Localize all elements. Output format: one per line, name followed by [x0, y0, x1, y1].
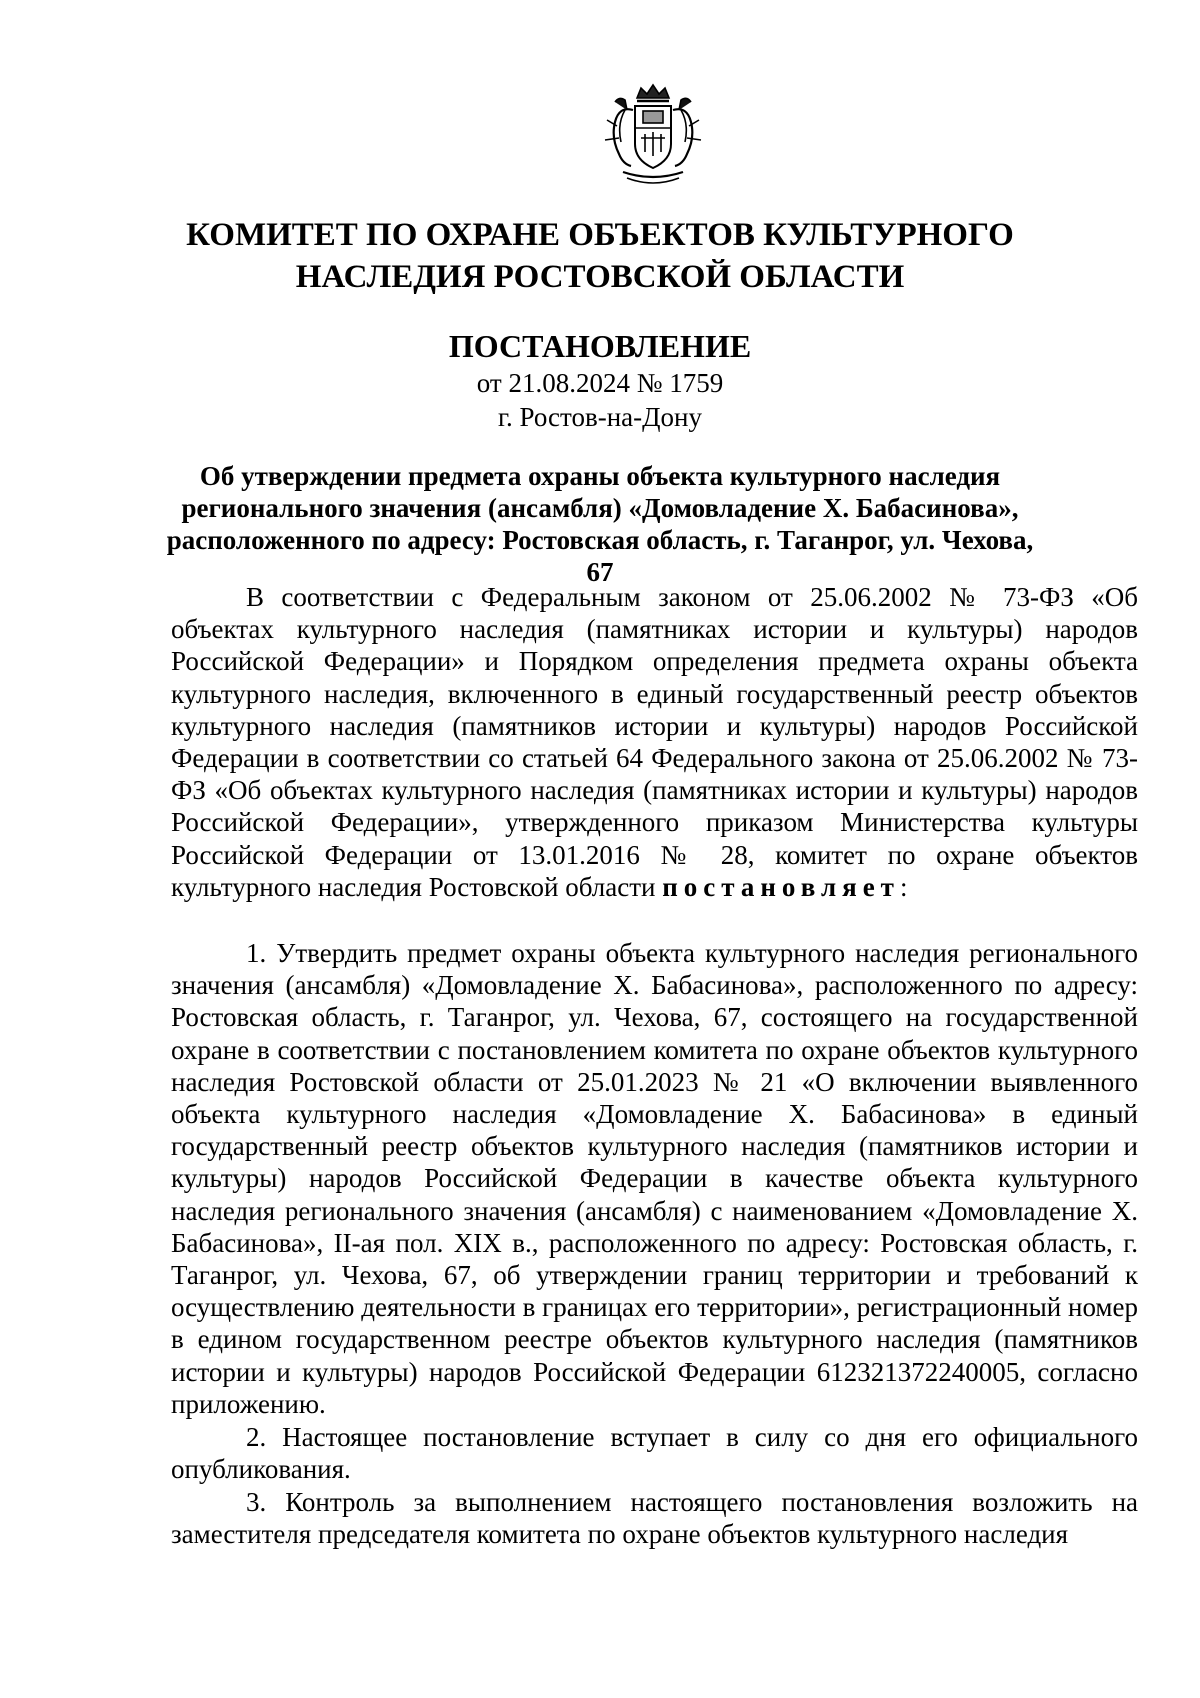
item-3-text: 3. Контроль за выполнением настоящего постановления возложить на заместителя председателя комитета по охране объектов культурного наследия — [171, 1487, 1138, 1550]
subject-line-3: расположенного по адресу: Ростовская область, г. Таганрог, ул. Чехова, 67 — [166, 525, 1034, 587]
organization-name-line-2: НАСЛЕДИЯ РОСТОВСКОЙ ОБЛАСТИ — [295, 259, 905, 295]
item-1-text: 1. Утвердить предмет охраны объекта культурного наследия регионального значения (ансамбля) «Домовладение Х. Бабасинова», расположенного по адресу: Ростовская область, г. Таганрог, ул. Чехова, 67, состоящего на государственной охране в соответствии с постановлением комитета по охране объектов культурного наследия Ростовской области от 25.01.2023 № 21 «О включении выявленного объекта культурного наследия «Домовладение Х. Бабасинова» в единый государственный реестр объектов культурного наследия (памятников истории и культуры) народов Российской Федерации в качестве объекта культурного наследия регионального значения (ансамбля) с наименованием «Домовладение Х. Бабасинова», II-ая пол. XIX в., расположенного по адресу: Ростовская область, г. Таганрог, ул. Чехова, 67, об утверждении границ территории и требований к осуществлению деятельности в границах его территории», регистрационный номер в едином государственном реестре объектов культурного наследия (памятников истории и культуры) народов Российской Федерации 612321372240005, согласно приложению. — [171, 938, 1138, 1419]
item-paragraph-3 — [171, 1486, 1138, 1550]
item-2-text: 2. Настоящее постановление вступает в силу со дня его официального опубликования. — [171, 1422, 1138, 1485]
document-subject — [150, 460, 1050, 588]
organization-name-line-1: КОМИТЕТ ПО ОХРАНЕ ОБЪЕКТОВ КУЛЬТУРНОГО — [186, 217, 1014, 253]
item-paragraph-2 — [171, 1421, 1138, 1485]
document-type: ПОСТАНОВЛЕНИЕ — [448, 328, 752, 364]
preamble-tail: : — [899, 871, 908, 902]
organization-name — [100, 214, 1100, 298]
item-paragraph-1 — [171, 937, 1138, 1420]
preamble-paragraph — [171, 581, 1138, 903]
coat-of-arms-icon — [597, 80, 709, 192]
document-place: г. Ростов-на-Дону — [497, 402, 702, 432]
preamble-text: В соответствии с Федеральным законом от 25.06.2002 № 73-ФЗ «Об объектах культурного наследия (памятниках истории и культуры) народов Российской Федерации» и Порядком определения предмета охраны объекта культурного наследия, включенного в единый государственный реестр объектов культурного наследия (памятников истории и культуры) народов Российской Федерации в соответствии со статьей 64 Федерального закона от 25.06.2002 № 73-ФЗ «Об объектах культурного наследия (памятниках истории и культуры) народов Российской Федерации», утвержденного приказом Министерства культуры Российской Федерации от 13.01.2016 № 28, комитет по охране объектов культурного наследия Ростовской области — [171, 582, 1138, 902]
document-date-number: от 21.08.2024 № 1759 — [476, 368, 724, 398]
subject-line-1: Об утверждении предмета охраны объекта культурного наследия — [199, 461, 1001, 491]
subject-line-2: регионального значения (ансамбля) «Домовладение Х. Бабасинова», — [181, 493, 1019, 523]
resolves-word: постановляет — [662, 871, 900, 902]
